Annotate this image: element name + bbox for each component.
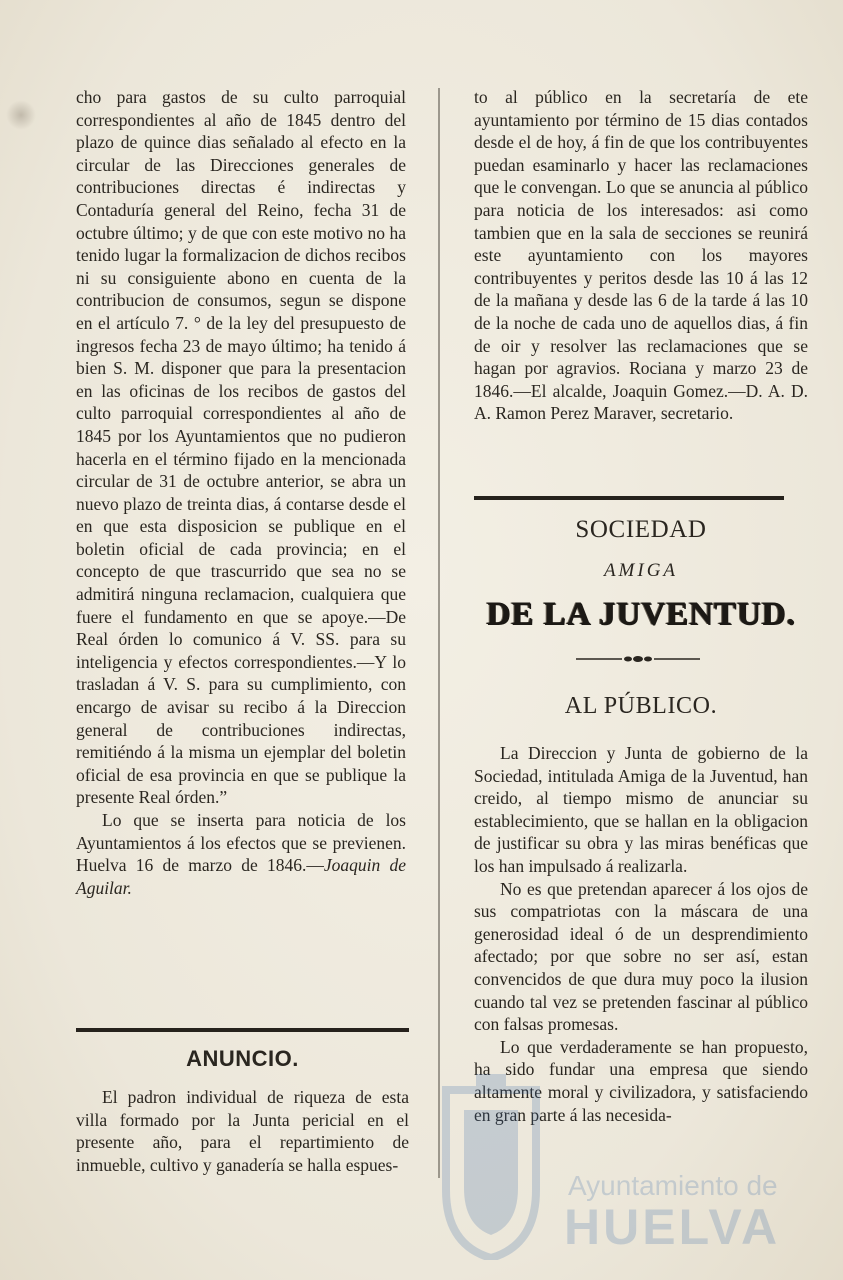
- sociedad-paragraph-3: Lo que verdaderamente se han propuesto, ha sido fundar una empresa que siendo altamente moral y civilizadora, y satisfaciendo en gran parte á las necesida-: [474, 1036, 808, 1125]
- watermark-line-1: Ayuntamiento de: [568, 1170, 778, 1201]
- left-paragraph-1: cho para gastos de su culto parroquial correspondientes al año de 1845 dentro del plazo de quince dias señalado al efecto en la circular de las Direcciones generales de contribuciones directas é indirectas y Contaduría general del Reino, fecha 31 de octubre último; y de que con este motivo no ha tenido lugar la formalizacion de dichos recibos ni su consiguiente abono en cuenta de la contribucion de consumos, segun se dispone en el artículo 7. ° de la ley del presupuesto de ingresos fecha 23 de mayo último; ha tenido á bien S. M. disponer que para la presentacion en las oficinas de los recibos de gastos del culto parroquial correspondientes al año de 1845 por los Ayuntamientos que no pudieron hacerla en el término fijado en la mencionada circular de 31 de octubre anterior, se abra un nuevo plazo de treinta dias, á contarse desde el en que esta disposicion se publique en el boletin oficial de cada provincia; en el concepto de que trascurrido que sea no se admitirá ninguna reclamacion, cualquiera que fuere el fundamento en que se apoye.—De Real órden lo comunico á V. SS. para su inteligencia y efectos correspondientes.—Y lo trasladan á V. S. para su cumplimiento, con encargo de avisar su recibo á la Direccion general de contribuciones indirectas, remitiéndo á la misma un ejemplar del boletin oficial de esa provincia en que se publique la presente Real órden.”: [76, 87, 406, 808]
- anuncio-paragraph: El padron individual de riqueza de esta villa formado por la Junta pericial en el presente año, para el repartimiento de inmueble, cultivo y ganadería se halla espues-: [76, 1087, 409, 1175]
- huelva-watermark: [436, 1070, 816, 1270]
- coat-of-arms-icon: [436, 1070, 546, 1260]
- right-column: [474, 86, 808, 425]
- right-paragraph-1: to al público en la secretaría de ete ayuntamiento por término de 15 dias contados desde el de hoy, á fin de que los contribuyentes puedan esaminarlo y hacer las reclamaciones que le convengan. Lo que se anuncia al público para noticia de los interesados: asi como tambien que en la sala de secciones se reunirá este ayuntamiento con los mayores contribuyentes y peritos desde las 10 á las 12 de la mañana y desde las 6 de la tarde á las 10 de la noche de cada uno de aquellos dias, á fin de oir y resolver las reclamaciones que se hagan por agravios. Rociana y marzo 23 de 1846.—El alcalde, Joaquin Gomez.—D. A. D. A. Ramon Perez Maraver, secretario.: [474, 87, 808, 424]
- section-rule-left: [76, 1028, 409, 1032]
- sociedad-paragraph-1: La Direccion y Junta de gobierno de la Sociedad, intitulada Amiga de la Juventud, han creido, al tiempo mismo de anunciar su establecimiento, que se hallan en la obligacion de justificar su obra y las miras benéficas que los han impulsado á realizarla.: [474, 743, 808, 876]
- column-divider: [438, 88, 440, 1178]
- anuncio-title: ANUNCIO.: [186, 1046, 299, 1071]
- sociedad-subtitle: AMIGA: [603, 560, 679, 581]
- watermark-line-2: HUELVA: [564, 1199, 781, 1255]
- sociedad-body: [474, 742, 808, 1126]
- al-publico-heading: AL PÚBLICO.: [564, 693, 718, 719]
- page-stain: [6, 100, 36, 130]
- sociedad-title: SOCIEDAD: [575, 516, 707, 543]
- ornament-divider: [576, 655, 700, 663]
- anuncio-body: [76, 1086, 409, 1176]
- signature: Joaquin de Aguilar.: [76, 855, 406, 898]
- left-column: [76, 86, 406, 899]
- sociedad-big-title: DE LA JUVENTUD.: [486, 596, 796, 632]
- sociedad-paragraph-2: No es que pretendan aparecer á los ojos de sus compatriotas con la máscara de una generosidad ideal ó de un desprendimiento afectado; por que sobre no ser así, estan convencidos de que dura muy poco la ilusion cuando tal vez se pretenden fascinar al público con falsas promesas.: [474, 878, 808, 1035]
- notice-text: Lo que se inserta para noticia de los Ayuntamientos á los efectos que se previenen. Huelva 16 de marzo de 1846.—: [76, 810, 406, 876]
- left-paragraph-2: [76, 809, 406, 899]
- section-rule-right: [474, 496, 784, 500]
